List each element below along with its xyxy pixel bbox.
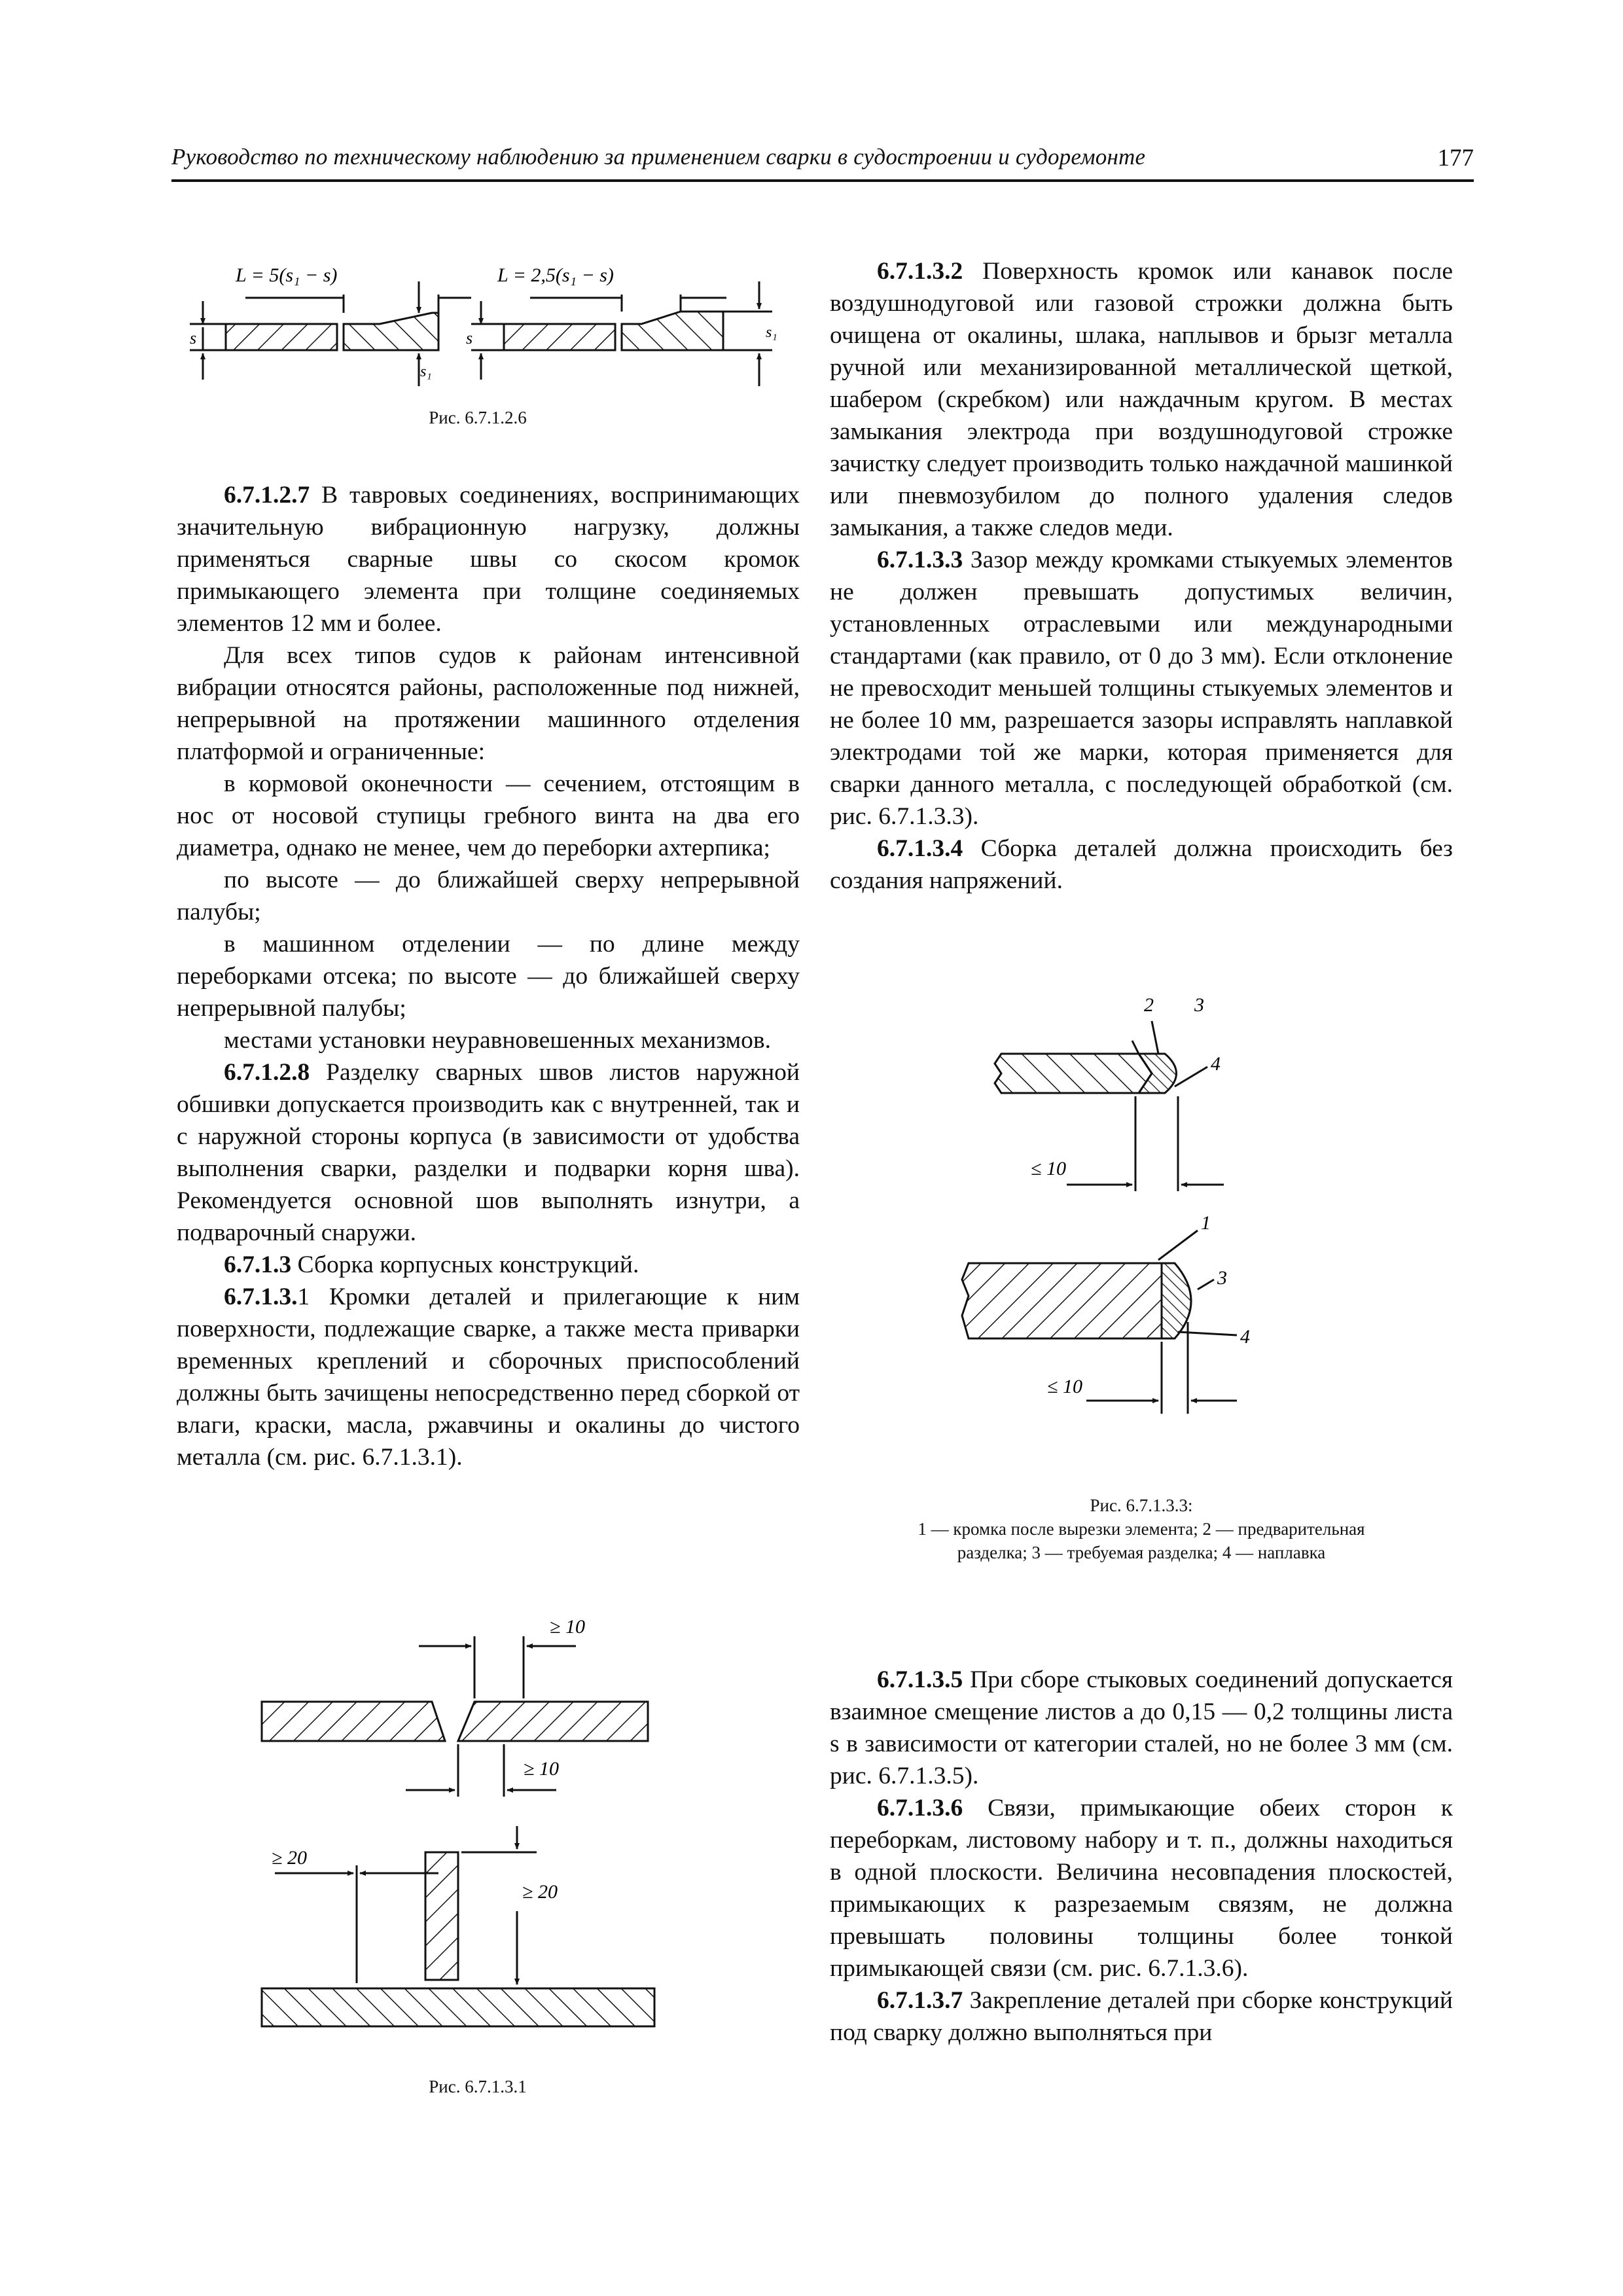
fig3-caption-title: Рис. 6.7.1.3.3: bbox=[1090, 1496, 1193, 1515]
fig3-caption-line1: 1 — кромка после вырезки элемента; 2 — предварительная bbox=[918, 1519, 1365, 1539]
right-column-top bbox=[830, 255, 1453, 897]
fig2-label-top: ≥ 10 bbox=[550, 1616, 585, 1638]
para-unbalanced: местами установки неуравновешенных механизмов. bbox=[224, 1027, 772, 1054]
para-6-7-1-3: 6.7.1.3 Сборка корпусных конструкций. bbox=[224, 1251, 639, 1278]
para-aft-end: в кормовой оконечности — сечением, отстоящим в нос от носовой ступицы гребного винта на два его диаметра, однако не менее, чем до переборки ахтерпика; bbox=[177, 770, 800, 861]
fig1-label-s-left: s bbox=[190, 329, 197, 348]
fig3-top-label-2: 2 bbox=[1144, 994, 1154, 1016]
para-6-7-1-3-1: 6.7.1.3.1 Кромки деталей и прилегающие к ним поверхности, подлежащие сварке, а также места приварки временных креплений и сборочных приспособлений должны быть зачищены непосредственно перед сборкой от влаги, краски, масла, ржавчины и окалины до чистого металла (см. рис. 6.7.1.3.1). bbox=[177, 1283, 800, 1471]
para-6-7-1-2-7: 6.7.1.2.7 В тавровых соединениях, воспринимающих значительную вибрационную нагрузку, должны применяться сварные швы со скосом кромок примыкающего элемента при толщине соединяемых элементов 12 мм и более. bbox=[177, 482, 800, 637]
running-header bbox=[171, 141, 1474, 182]
fig3-top-dim: ≤ 10 bbox=[1031, 1158, 1066, 1179]
figure-6-7-1-3-1 bbox=[249, 1617, 668, 2062]
fig1-label-left: L = 5(s₁ − s) bbox=[236, 264, 338, 286]
fig2-caption: Рис. 6.7.1.3.1 bbox=[429, 2077, 527, 2096]
left-column bbox=[177, 479, 800, 1473]
fig2-label-left: ≥ 20 bbox=[272, 1847, 307, 1869]
fig3-bottom-label-1: 1 bbox=[1201, 1212, 1211, 1234]
para-vibration-zones: Для всех типов судов к районам интенсивной вибрации относятся районы, расположенные под нижней, непрерывной на протяжении машинного отделения платформой и ограниченные: bbox=[177, 642, 800, 765]
para-6-7-1-3-2: 6.7.1.3.2 Поверхность кромок или канавок после воздушнодуговой или газовой строжки должна быть очищена от окалины, шлака, наплывов и брызг металла ручной или механизированной металлической щеткой, шабером (скребком) или наждачным кругом. В местах замыкания электрода при воздушнодуговой строжке зачистку следует производить только наждачной машинкой или пневмозубилом до полного удаления следов замыкания, а также следов меди. bbox=[830, 258, 1453, 541]
para-6-7-1-3-3: 6.7.1.3.3 Зазор между кромками стыкуемых элементов не должен превышать допустимых величин, установленных отраслевыми или международными стандартами (как правило, от 0 до 3 мм). Если отклонение не превосходит меньшей толщины стыкуемых элементов и не более 10 мм, разрешается зазоры исправлять наплавкой электродами той же марки, которая применяется для сварки данного металла, с последующей обработкой (см. рис. 6.7.1.3.3). bbox=[830, 547, 1453, 830]
page-number: 177 bbox=[1437, 145, 1474, 171]
fig2-label-right: ≥ 20 bbox=[522, 1881, 558, 1903]
para-6-7-1-3-4: 6.7.1.3.4 Сборка деталей должна происходить без создания напряжений. bbox=[830, 835, 1453, 894]
fig3-caption bbox=[830, 1494, 1453, 1564]
para-6-7-1-3-7: 6.7.1.3.7 Закрепление деталей при сборке конструкций под сварку должно выполняться при bbox=[830, 1987, 1453, 2046]
para-engine-room: в машинном отделении — по длине между переборками отсека; по высоте — до ближайшей сверху непрерывной палубы; bbox=[177, 931, 800, 1022]
fig1-label-s1-left: s₁ bbox=[420, 363, 432, 380]
fig3-caption-line2: разделка; 3 — требуемая разделка; 4 — наплавка bbox=[957, 1543, 1326, 1562]
fig2-label-mid: ≥ 10 bbox=[524, 1758, 559, 1780]
figure-6-7-1-2-6 bbox=[183, 255, 805, 425]
figure-6-7-1-3-3 bbox=[949, 982, 1315, 1414]
fig3-top-label-4: 4 bbox=[1211, 1053, 1221, 1075]
fig3-bottom-dim: ≤ 10 bbox=[1047, 1376, 1082, 1397]
fig3-top-label-3: 3 bbox=[1194, 994, 1204, 1016]
fig1-label-s1-right: s₁ bbox=[766, 324, 777, 341]
para-6-7-1-3-5: 6.7.1.3.5 При сборе стыковых соединений допускается взаимное смещение листов a до 0,15 — 0,2 толщины листа s в зависимости от категории сталей, но не более 3 мм (см. рис. 6.7.1.3.5). bbox=[830, 1666, 1453, 1789]
para-6-7-1-3-6: 6.7.1.3.6 Связи, примыкающие обеих сторон к переборкам, листовому набору и т. п., должны находиться в одной плоскости. Величина несовпадения плоскостей, примыкающих к разрезаемым связям, не должна превышать половины толщины более тонкой примыкающей связи (см. рис. 6.7.1.3.6). bbox=[830, 1795, 1453, 1982]
header-title: Руководство по техническому наблюдению за применением сварки в судостроении и судоремонте bbox=[171, 144, 1146, 170]
fig1-caption: Рис. 6.7.1.2.6 bbox=[429, 408, 527, 427]
fig3-bottom-label-4: 4 bbox=[1240, 1326, 1250, 1348]
para-height: по высоте — до ближайшей сверху непрерывной палубы; bbox=[177, 867, 800, 925]
right-column-bottom bbox=[830, 1664, 1453, 2049]
fig1-label-s-right: s bbox=[466, 329, 473, 348]
fig1-label-right: L = 2,5(s₁ − s) bbox=[497, 264, 614, 286]
para-6-7-1-2-8: 6.7.1.2.8 Разделку сварных швов листов наружной обшивки допускается производить как с внутренней, так и с наружной стороны корпуса (в зависимости от удобства выполнения сварки, разделки и подварки корня шва). Рекомендуется основной шов выполнять изнутри, а подварочный снаружи. bbox=[177, 1059, 800, 1246]
fig3-bottom-label-3: 3 bbox=[1217, 1267, 1227, 1289]
